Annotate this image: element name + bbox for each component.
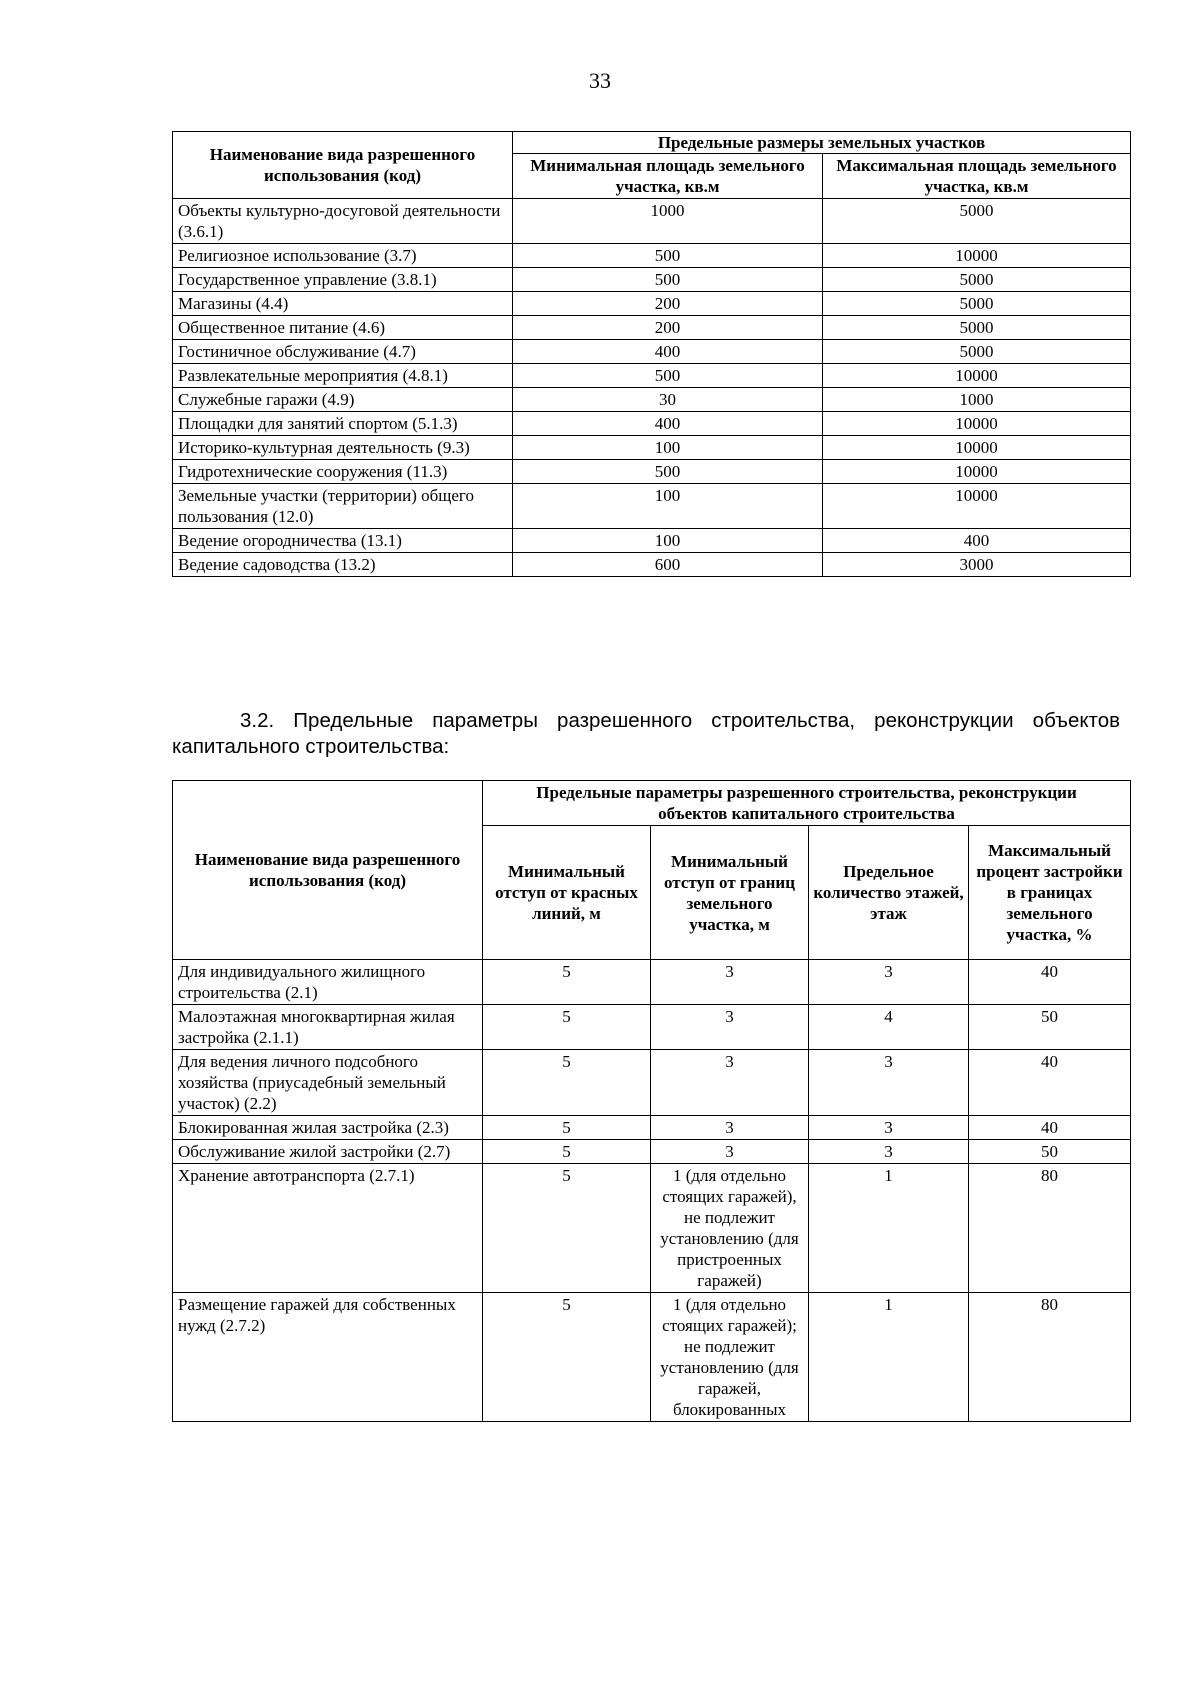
use-name-cell: Для ведения личного подсобного хозяйства (приусадебный земельный участок) (2.2) — [173, 1050, 483, 1116]
table-row — [173, 364, 1131, 388]
table-row — [173, 460, 1131, 484]
use-name-cell: Религиозное использование (3.7) — [173, 244, 513, 268]
table-row — [173, 1005, 1131, 1050]
t2-header-floors: Предельное количество этажей, этаж — [809, 826, 969, 960]
t1-header-min-area: Минимальная площадь земельного участка, кв.м — [513, 154, 823, 199]
table-row — [173, 1116, 1131, 1140]
max-area-cell: 5000 — [823, 292, 1131, 316]
use-name-cell: Для индивидуального жилищного строительства (2.1) — [173, 960, 483, 1005]
table-row — [173, 960, 1131, 1005]
max-area-cell: 5000 — [823, 316, 1131, 340]
table-row — [173, 529, 1131, 553]
max-area-cell: 5000 — [823, 340, 1131, 364]
red-line-offset-cell: 5 — [483, 1293, 651, 1422]
border-offset-cell: 3 — [651, 1116, 809, 1140]
min-area-cell: 100 — [513, 529, 823, 553]
red-line-offset-cell: 5 — [483, 1005, 651, 1050]
table-row — [173, 340, 1131, 364]
use-name-cell: Гостиничное обслуживание (4.7) — [173, 340, 513, 364]
use-name-cell: Ведение садоводства (13.2) — [173, 553, 513, 577]
construction-parameters-table — [172, 780, 1131, 1422]
min-area-cell: 100 — [513, 436, 823, 460]
use-name-cell: Магазины (4.4) — [173, 292, 513, 316]
min-area-cell: 500 — [513, 460, 823, 484]
use-name-cell: Ведение огородничества (13.1) — [173, 529, 513, 553]
min-area-cell: 30 — [513, 388, 823, 412]
red-line-offset-cell: 5 — [483, 1116, 651, 1140]
table-row — [173, 553, 1131, 577]
table-row — [173, 436, 1131, 460]
table-row — [173, 316, 1131, 340]
t2-header-border-offset: Минимальный отступ от границ земельного участка, м — [651, 826, 809, 960]
t1-body — [173, 199, 1131, 577]
use-name-cell: Развлекательные мероприятия (4.8.1) — [173, 364, 513, 388]
max-area-cell: 10000 — [823, 244, 1131, 268]
build-percent-cell: 50 — [969, 1005, 1131, 1050]
min-area-cell: 500 — [513, 244, 823, 268]
floors-cell: 3 — [809, 1116, 969, 1140]
table-row — [173, 1293, 1131, 1422]
max-area-cell: 10000 — [823, 436, 1131, 460]
border-offset-cell: 3 — [651, 1050, 809, 1116]
t1-header-group: Предельные размеры земельных участков — [513, 132, 1131, 154]
table-row — [173, 244, 1131, 268]
use-name-cell: Объекты культурно-досуговой деятельности (3.6.1) — [173, 199, 513, 244]
use-name-cell: Общественное питание (4.6) — [173, 316, 513, 340]
min-area-cell: 200 — [513, 292, 823, 316]
max-area-cell: 10000 — [823, 484, 1131, 529]
use-name-cell: Гидротехнические сооружения (11.3) — [173, 460, 513, 484]
t1-header-max-area: Максимальная площадь земельного участка, кв.м — [823, 154, 1131, 199]
use-name-cell: Государственное управление (3.8.1) — [173, 268, 513, 292]
t2-body — [173, 960, 1131, 1422]
min-area-cell: 500 — [513, 268, 823, 292]
table-row — [173, 1140, 1131, 1164]
border-offset-cell: 1 (для отдельно стоящих гаражей), не подлежит установлению (для пристроенных гаражей) — [651, 1164, 809, 1293]
max-area-cell: 3000 — [823, 553, 1131, 577]
red-line-offset-cell: 5 — [483, 1050, 651, 1116]
border-offset-cell: 3 — [651, 1140, 809, 1164]
t1-header-name: Наименование вида разрешенного использования (код) — [173, 132, 513, 199]
max-area-cell: 1000 — [823, 388, 1131, 412]
build-percent-cell: 80 — [969, 1293, 1131, 1422]
use-name-cell: Блокированная жилая застройка (2.3) — [173, 1116, 483, 1140]
floors-cell: 3 — [809, 1140, 969, 1164]
min-area-cell: 400 — [513, 340, 823, 364]
build-percent-cell: 50 — [969, 1140, 1131, 1164]
table-row — [173, 1050, 1131, 1116]
use-name-cell: Земельные участки (территории) общего пользования (12.0) — [173, 484, 513, 529]
use-name-cell: Размещение гаражей для собственных нужд (2.7.2) — [173, 1293, 483, 1422]
max-area-cell: 10000 — [823, 364, 1131, 388]
use-name-cell: Хранение автотранспорта (2.7.1) — [173, 1164, 483, 1293]
border-offset-cell: 1 (для отдельно стоящих гаражей); не подлежит установлению (для гаражей, блокированных — [651, 1293, 809, 1422]
use-name-cell: Площадки для занятий спортом (5.1.3) — [173, 412, 513, 436]
use-name-cell: Служебные гаражи (4.9) — [173, 388, 513, 412]
section-paragraph — [172, 708, 1120, 760]
min-area-cell: 100 — [513, 484, 823, 529]
max-area-cell: 5000 — [823, 268, 1131, 292]
floors-cell: 4 — [809, 1005, 969, 1050]
max-area-cell: 400 — [823, 529, 1131, 553]
table-row — [173, 388, 1131, 412]
floors-cell: 3 — [809, 1050, 969, 1116]
build-percent-cell: 40 — [969, 960, 1131, 1005]
min-area-cell: 200 — [513, 316, 823, 340]
t2-header-group: Предельные параметры разрешенного строительства, реконструкции объектов капитального строительства — [483, 781, 1131, 826]
table-row — [173, 199, 1131, 244]
floors-cell: 1 — [809, 1293, 969, 1422]
max-area-cell: 10000 — [823, 460, 1131, 484]
max-area-cell: 5000 — [823, 199, 1131, 244]
page-number: 33 — [589, 68, 611, 93]
floors-cell: 1 — [809, 1164, 969, 1293]
min-area-cell: 500 — [513, 364, 823, 388]
red-line-offset-cell: 5 — [483, 1164, 651, 1293]
border-offset-cell: 3 — [651, 1005, 809, 1050]
section-paragraph-text: 3.2. Предельные параметры разрешенного строительства, реконструкции объектов капитального строительства: — [172, 709, 1120, 758]
min-area-cell: 600 — [513, 553, 823, 577]
floors-cell: 3 — [809, 960, 969, 1005]
table-row — [173, 484, 1131, 529]
t2-header-build-percent: Максимальный процент застройки в границах земельного участка, % — [969, 826, 1131, 960]
land-plot-sizes-table — [172, 131, 1131, 577]
table-row — [173, 1164, 1131, 1293]
use-name-cell: Малоэтажная многоквартирная жилая застройка (2.1.1) — [173, 1005, 483, 1050]
t2-header-red-lines: Минимальный отступ от красных линий, м — [483, 826, 651, 960]
table-row — [173, 292, 1131, 316]
min-area-cell: 400 — [513, 412, 823, 436]
red-line-offset-cell: 5 — [483, 1140, 651, 1164]
build-percent-cell: 40 — [969, 1050, 1131, 1116]
max-area-cell: 10000 — [823, 412, 1131, 436]
t2-header-name: Наименование вида разрешенного использования (код) — [173, 781, 483, 960]
table-row — [173, 268, 1131, 292]
table-row — [173, 412, 1131, 436]
border-offset-cell: 3 — [651, 960, 809, 1005]
build-percent-cell: 40 — [969, 1116, 1131, 1140]
use-name-cell: Историко-культурная деятельность (9.3) — [173, 436, 513, 460]
min-area-cell: 1000 — [513, 199, 823, 244]
use-name-cell: Обслуживание жилой застройки (2.7) — [173, 1140, 483, 1164]
build-percent-cell: 80 — [969, 1164, 1131, 1293]
red-line-offset-cell: 5 — [483, 960, 651, 1005]
